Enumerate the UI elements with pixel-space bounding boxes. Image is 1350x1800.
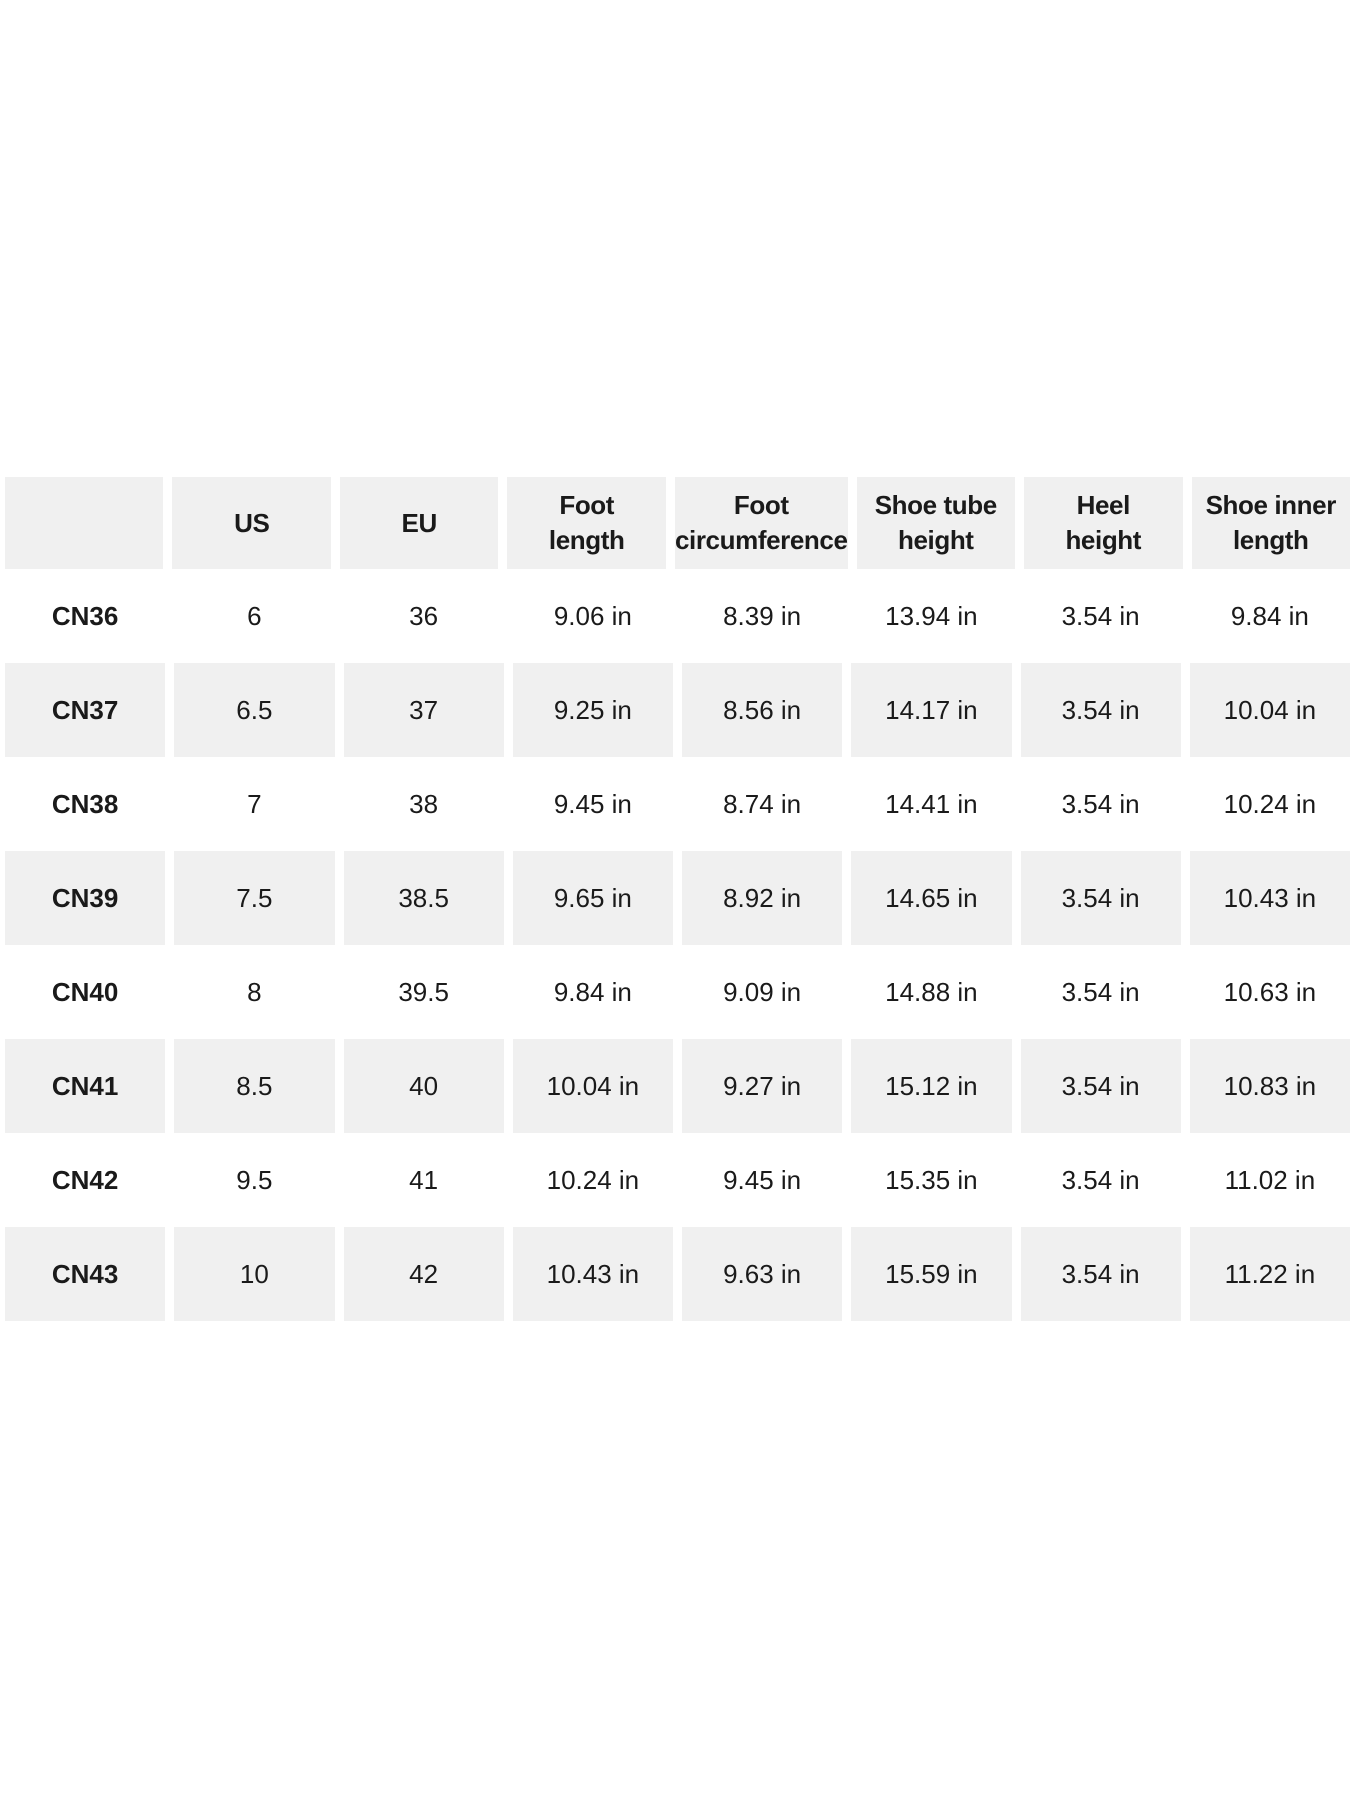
cell-shoe-inner-length: 11.02 in: [1224, 1165, 1316, 1195]
cell-us: 6.5: [174, 663, 334, 757]
cell-shoe-inner-length: 9.84 in: [1230, 601, 1309, 631]
cell-us: 6: [247, 601, 262, 631]
cell-shoe-inner-length: 11.22 in: [1190, 1227, 1350, 1321]
cell-foot-circumference: 9.09 in: [723, 977, 802, 1007]
cell-shoe-inner-length: 10.83 in: [1190, 1039, 1350, 1133]
cell-eu: 38.5: [344, 851, 504, 945]
cell-eu: 37: [344, 663, 504, 757]
cell-heel-height: 3.54 in: [1061, 601, 1140, 631]
cell-foot-length: 10.04 in: [513, 1039, 673, 1133]
header-cell-shoe-inner-length: Shoe inner length: [1192, 477, 1350, 569]
header-cell-foot-circumference: Foot circumference: [675, 477, 848, 569]
cell-eu: 40: [344, 1039, 504, 1133]
cell-us: 7: [247, 789, 262, 819]
cell-foot-circumference: 9.27 in: [682, 1039, 842, 1133]
table-row-cn41: [5, 1039, 1350, 1133]
row-label-cn39: CN39: [5, 851, 165, 945]
cell-shoe-inner-length: 10.63 in: [1223, 977, 1317, 1007]
row-label-cn42: CN42: [51, 1165, 119, 1195]
cell-heel-height: 3.54 in: [1061, 977, 1140, 1007]
cell-heel-height: 3.54 in: [1021, 663, 1181, 757]
cell-heel-height: 3.54 in: [1021, 851, 1181, 945]
cell-foot-circumference: 8.56 in: [682, 663, 842, 757]
cell-foot-circumference: 9.45 in: [723, 1165, 802, 1195]
header-cell-shoe-tube-height: Shoe tube height: [857, 477, 1016, 569]
cell-foot-circumference: 9.63 in: [682, 1227, 842, 1321]
header-cell-foot-length: Foot length: [507, 477, 665, 569]
cell-shoe-tube-height: 15.35 in: [885, 1165, 978, 1195]
cell-us: 10: [174, 1227, 334, 1321]
cell-foot-length: 9.84 in: [553, 977, 632, 1007]
table-row-cn38: [5, 757, 1350, 851]
cell-heel-height: 3.54 in: [1021, 1039, 1181, 1133]
cell-eu: 42: [344, 1227, 504, 1321]
header-cell-eu: EU: [340, 477, 499, 569]
cell-shoe-inner-length: 10.04 in: [1190, 663, 1350, 757]
cell-foot-length: 9.45 in: [553, 789, 632, 819]
cell-shoe-tube-height: 15.59 in: [851, 1227, 1011, 1321]
cell-eu: 36: [409, 601, 439, 631]
row-label-cn38: CN38: [51, 789, 119, 819]
cell-foot-length: 9.65 in: [513, 851, 673, 945]
table-row-cn37: [5, 663, 1350, 757]
row-label-cn41: CN41: [5, 1039, 165, 1133]
header-cell-us: US: [172, 477, 330, 569]
table-row-cn43: [5, 1227, 1350, 1321]
cell-shoe-tube-height: 14.17 in: [851, 663, 1011, 757]
cell-eu: 39.5: [398, 977, 449, 1007]
cell-us: 9.5: [236, 1165, 273, 1195]
size-chart-table: [5, 477, 1350, 1321]
table-row-cn42: [5, 1133, 1350, 1227]
cell-foot-length: 10.43 in: [513, 1227, 673, 1321]
row-label-cn43: CN43: [5, 1227, 165, 1321]
cell-foot-length: 10.24 in: [546, 1165, 640, 1195]
cell-heel-height: 3.54 in: [1021, 1227, 1181, 1321]
cell-foot-length: 9.06 in: [553, 601, 632, 631]
cell-shoe-inner-length: 10.24 in: [1223, 789, 1317, 819]
table-row-cn40: [5, 945, 1350, 1039]
cell-foot-circumference: 8.74 in: [723, 789, 802, 819]
cell-shoe-tube-height: 15.12 in: [851, 1039, 1011, 1133]
cell-shoe-tube-height: 14.41 in: [885, 789, 978, 819]
cell-heel-height: 3.54 in: [1061, 789, 1140, 819]
cell-eu: 41: [409, 1165, 439, 1195]
cell-us: 8.5: [174, 1039, 334, 1133]
cell-eu: 38: [409, 789, 439, 819]
cell-us: 7.5: [174, 851, 334, 945]
cell-shoe-inner-length: 10.43 in: [1190, 851, 1350, 945]
table-header-row: [5, 477, 1350, 569]
header-cell-heel-height: Heel height: [1024, 477, 1182, 569]
table-row-cn39: [5, 851, 1350, 945]
cell-shoe-tube-height: 13.94 in: [885, 601, 978, 631]
cell-heel-height: 3.54 in: [1061, 1165, 1140, 1195]
table-row-cn36: [5, 569, 1350, 663]
cell-shoe-tube-height: 14.88 in: [885, 977, 978, 1007]
row-label-cn40: CN40: [51, 977, 119, 1007]
cell-us: 8: [247, 977, 262, 1007]
cell-foot-circumference: 8.39 in: [723, 601, 802, 631]
cell-shoe-tube-height: 14.65 in: [851, 851, 1011, 945]
row-label-cn36: CN36: [51, 601, 119, 631]
cell-foot-length: 9.25 in: [513, 663, 673, 757]
row-label-cn37: CN37: [5, 663, 165, 757]
cell-foot-circumference: 8.92 in: [682, 851, 842, 945]
header-cell-size: [5, 477, 163, 569]
